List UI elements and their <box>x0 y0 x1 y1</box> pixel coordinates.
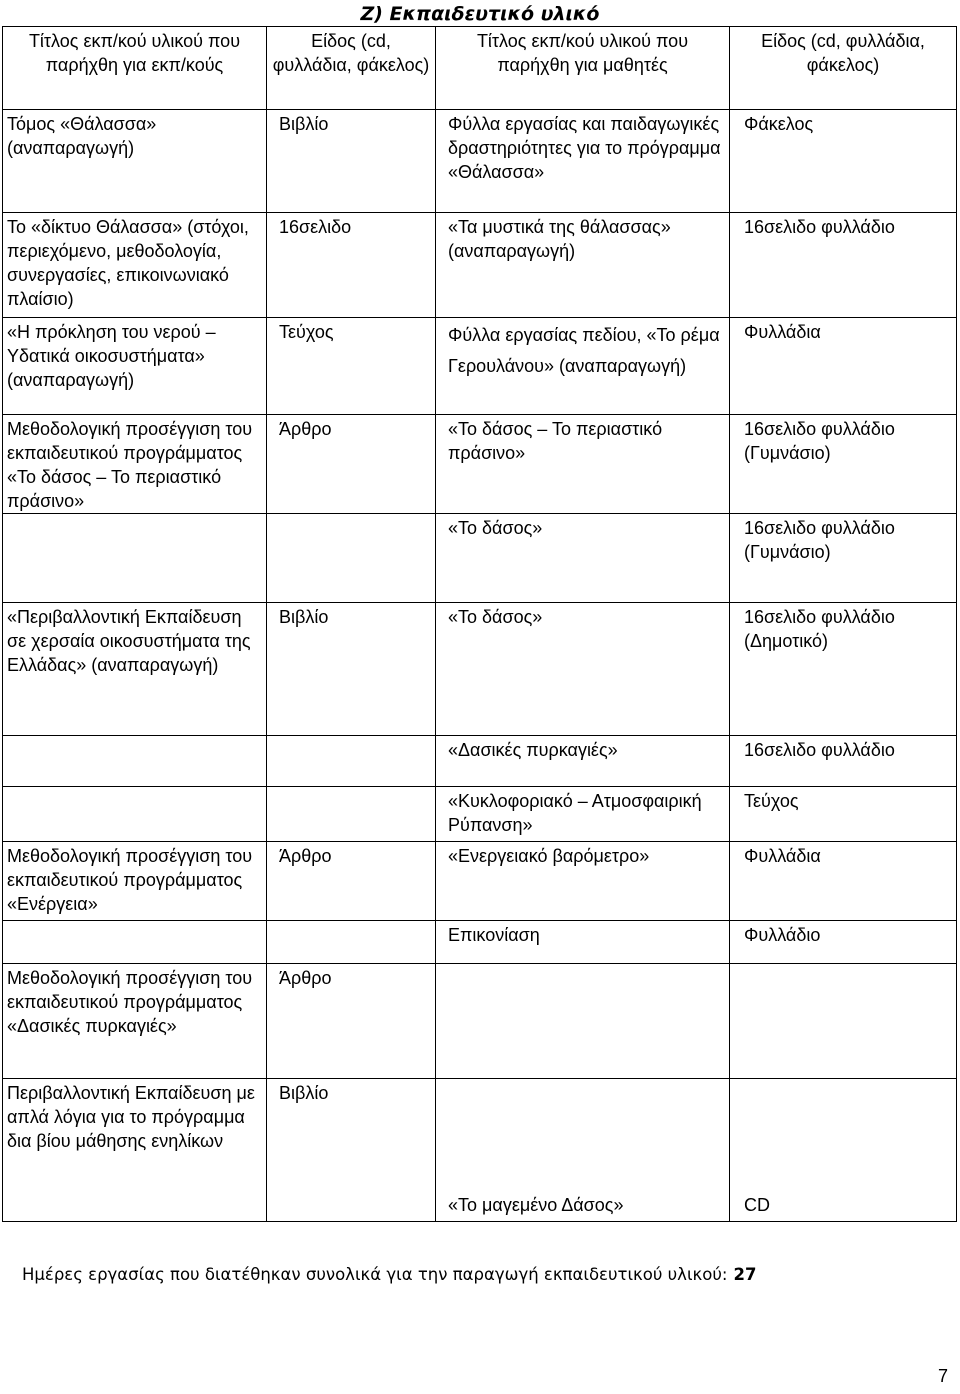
student-material-type: Φυλλάδιο <box>730 921 957 964</box>
table-row <box>3 921 957 964</box>
student-material-title: «Το μαγεμένο Δάσος» <box>436 1079 730 1222</box>
teacher-material-title: Μεθοδολογική προσέγγιση του εκπαιδευτικού προγράμματος «Ενέργεια» <box>3 842 267 921</box>
student-material-type: 16σελιδο φυλλάδιο (Δημοτικό) <box>730 603 957 736</box>
teacher-material-title: Το «δίκτυο Θάλασσα» (στόχοι, περιεχόμενο, μεθοδολογία, συνεργασίες, επικοινωνιακό πλαίσιο) <box>3 213 267 318</box>
header-title-teachers: Τίτλος εκπ/κού υλικού που παρήχθη για εκπ/κούς <box>3 27 267 110</box>
teacher-material-type: Βιβλίο <box>267 1079 436 1222</box>
student-material-type: Φυλλάδια <box>730 842 957 921</box>
student-material-title: Φύλλα εργασίας πεδίου, «Το ρέμα Γερουλάνου» (αναπαραγωγή) <box>436 318 730 415</box>
teacher-material-title <box>3 514 267 603</box>
work-days-label: Ημέρες εργασίας που διατέθηκαν συνολικά για την παραγωγή εκπαιδευτικού υλικού: <box>22 1265 728 1284</box>
student-material-type: 16σελιδο φυλλάδιο <box>730 213 957 318</box>
student-material-title: «Το δάσος – Το περιαστικό πράσινο» <box>436 415 730 514</box>
student-material-type <box>730 964 957 1079</box>
teacher-material-type <box>267 514 436 603</box>
teacher-material-title: «Περιβαλλοντική Εκπαίδευση σε χερσαία οικοσυστήματα της Ελλάδας» (αναπαραγωγή) <box>3 603 267 736</box>
teacher-material-type: Άρθρο <box>267 415 436 514</box>
table-row <box>3 787 957 842</box>
teacher-material-title <box>3 736 267 787</box>
teacher-material-type: Βιβλίο <box>267 110 436 213</box>
table-header-row <box>3 27 957 110</box>
student-material-type: Φάκελος <box>730 110 957 213</box>
teacher-material-type: 16σελιδο <box>267 213 436 318</box>
teacher-material-title: «Η πρόκληση του νερού – Υδατικά οικοσυστήματα» (αναπαραγωγή) <box>3 318 267 415</box>
student-material-title: «Το δάσος» <box>436 603 730 736</box>
teacher-material-type: Βιβλίο <box>267 603 436 736</box>
student-material-title: «Τα μυστικά της θάλασσας» (αναπαραγωγή) <box>436 213 730 318</box>
student-material-title: «Δασικές πυρκαγιές» <box>436 736 730 787</box>
student-material-title: Επικονίαση <box>436 921 730 964</box>
student-material-type: 16σελιδο φυλλάδιο (Γυμνάσιο) <box>730 514 957 603</box>
student-material-title: «Κυκλοφοριακό – Ατμοσφαιρική Ρύπανση» <box>436 787 730 842</box>
student-material-type: CD <box>730 1079 957 1222</box>
student-material-type: Φυλλάδια <box>730 318 957 415</box>
table-row <box>3 736 957 787</box>
table-row <box>3 842 957 921</box>
table-row <box>3 415 957 514</box>
teacher-material-title: Μεθοδολογική προσέγγιση του εκπαιδευτικού προγράμματος «Δασικές πυρκαγιές» <box>3 964 267 1079</box>
student-material-type: Τεύχος <box>730 787 957 842</box>
section-title: Ζ) Εκπαιδευτικό υλικό <box>360 3 600 25</box>
table-row <box>3 213 957 318</box>
teacher-material-type <box>267 787 436 842</box>
work-days-summary <box>22 1264 756 1286</box>
teacher-material-title: Μεθοδολογική προσέγγιση του εκπαιδευτικού προγράμματος «Το δάσος – Το περιαστικό πράσινο» <box>3 415 267 514</box>
work-days-value: 27 <box>733 1265 757 1284</box>
page-number: 7 <box>938 1366 949 1386</box>
table-row <box>3 964 957 1079</box>
student-material-title <box>436 964 730 1079</box>
student-material-title: «Το δάσος» <box>436 514 730 603</box>
student-material-type: 16σελιδο φυλλάδιο <box>730 736 957 787</box>
header-type-students: Είδος (cd, φυλλάδια, φάκελος) <box>730 27 957 110</box>
student-material-title: «Ενεργειακό βαρόμετρο» <box>436 842 730 921</box>
educational-material-table <box>2 26 957 1222</box>
teacher-material-type: Τεύχος <box>267 318 436 415</box>
teacher-material-type: Άρθρο <box>267 964 436 1079</box>
header-type-teachers: Είδος (cd, φυλλάδια, φάκελος) <box>267 27 436 110</box>
header-title-students: Τίτλος εκπ/κού υλικού που παρήχθη για μαθητές <box>436 27 730 110</box>
teacher-material-type <box>267 921 436 964</box>
teacher-material-title: Περιβαλλοντική Εκπαίδευση με απλά λόγια για το πρόγραμμα δια βίου μάθησης ενηλίκων <box>3 1079 267 1222</box>
table-row <box>3 603 957 736</box>
table-row <box>3 110 957 213</box>
teacher-material-type: Άρθρο <box>267 842 436 921</box>
table-row <box>3 1079 957 1222</box>
student-material-title: Φύλλα εργασίας και παιδαγωγικές δραστηριότητες για το πρόγραμμα «Θάλασσα» <box>436 110 730 213</box>
table-row <box>3 514 957 603</box>
student-material-type: 16σελιδο φυλλάδιο (Γυμνάσιο) <box>730 415 957 514</box>
teacher-material-title: Τόμος «Θάλασσα» (αναπαραγωγή) <box>3 110 267 213</box>
table-row <box>3 318 957 415</box>
teacher-material-title <box>3 787 267 842</box>
teacher-material-type <box>267 736 436 787</box>
teacher-material-title <box>3 921 267 964</box>
